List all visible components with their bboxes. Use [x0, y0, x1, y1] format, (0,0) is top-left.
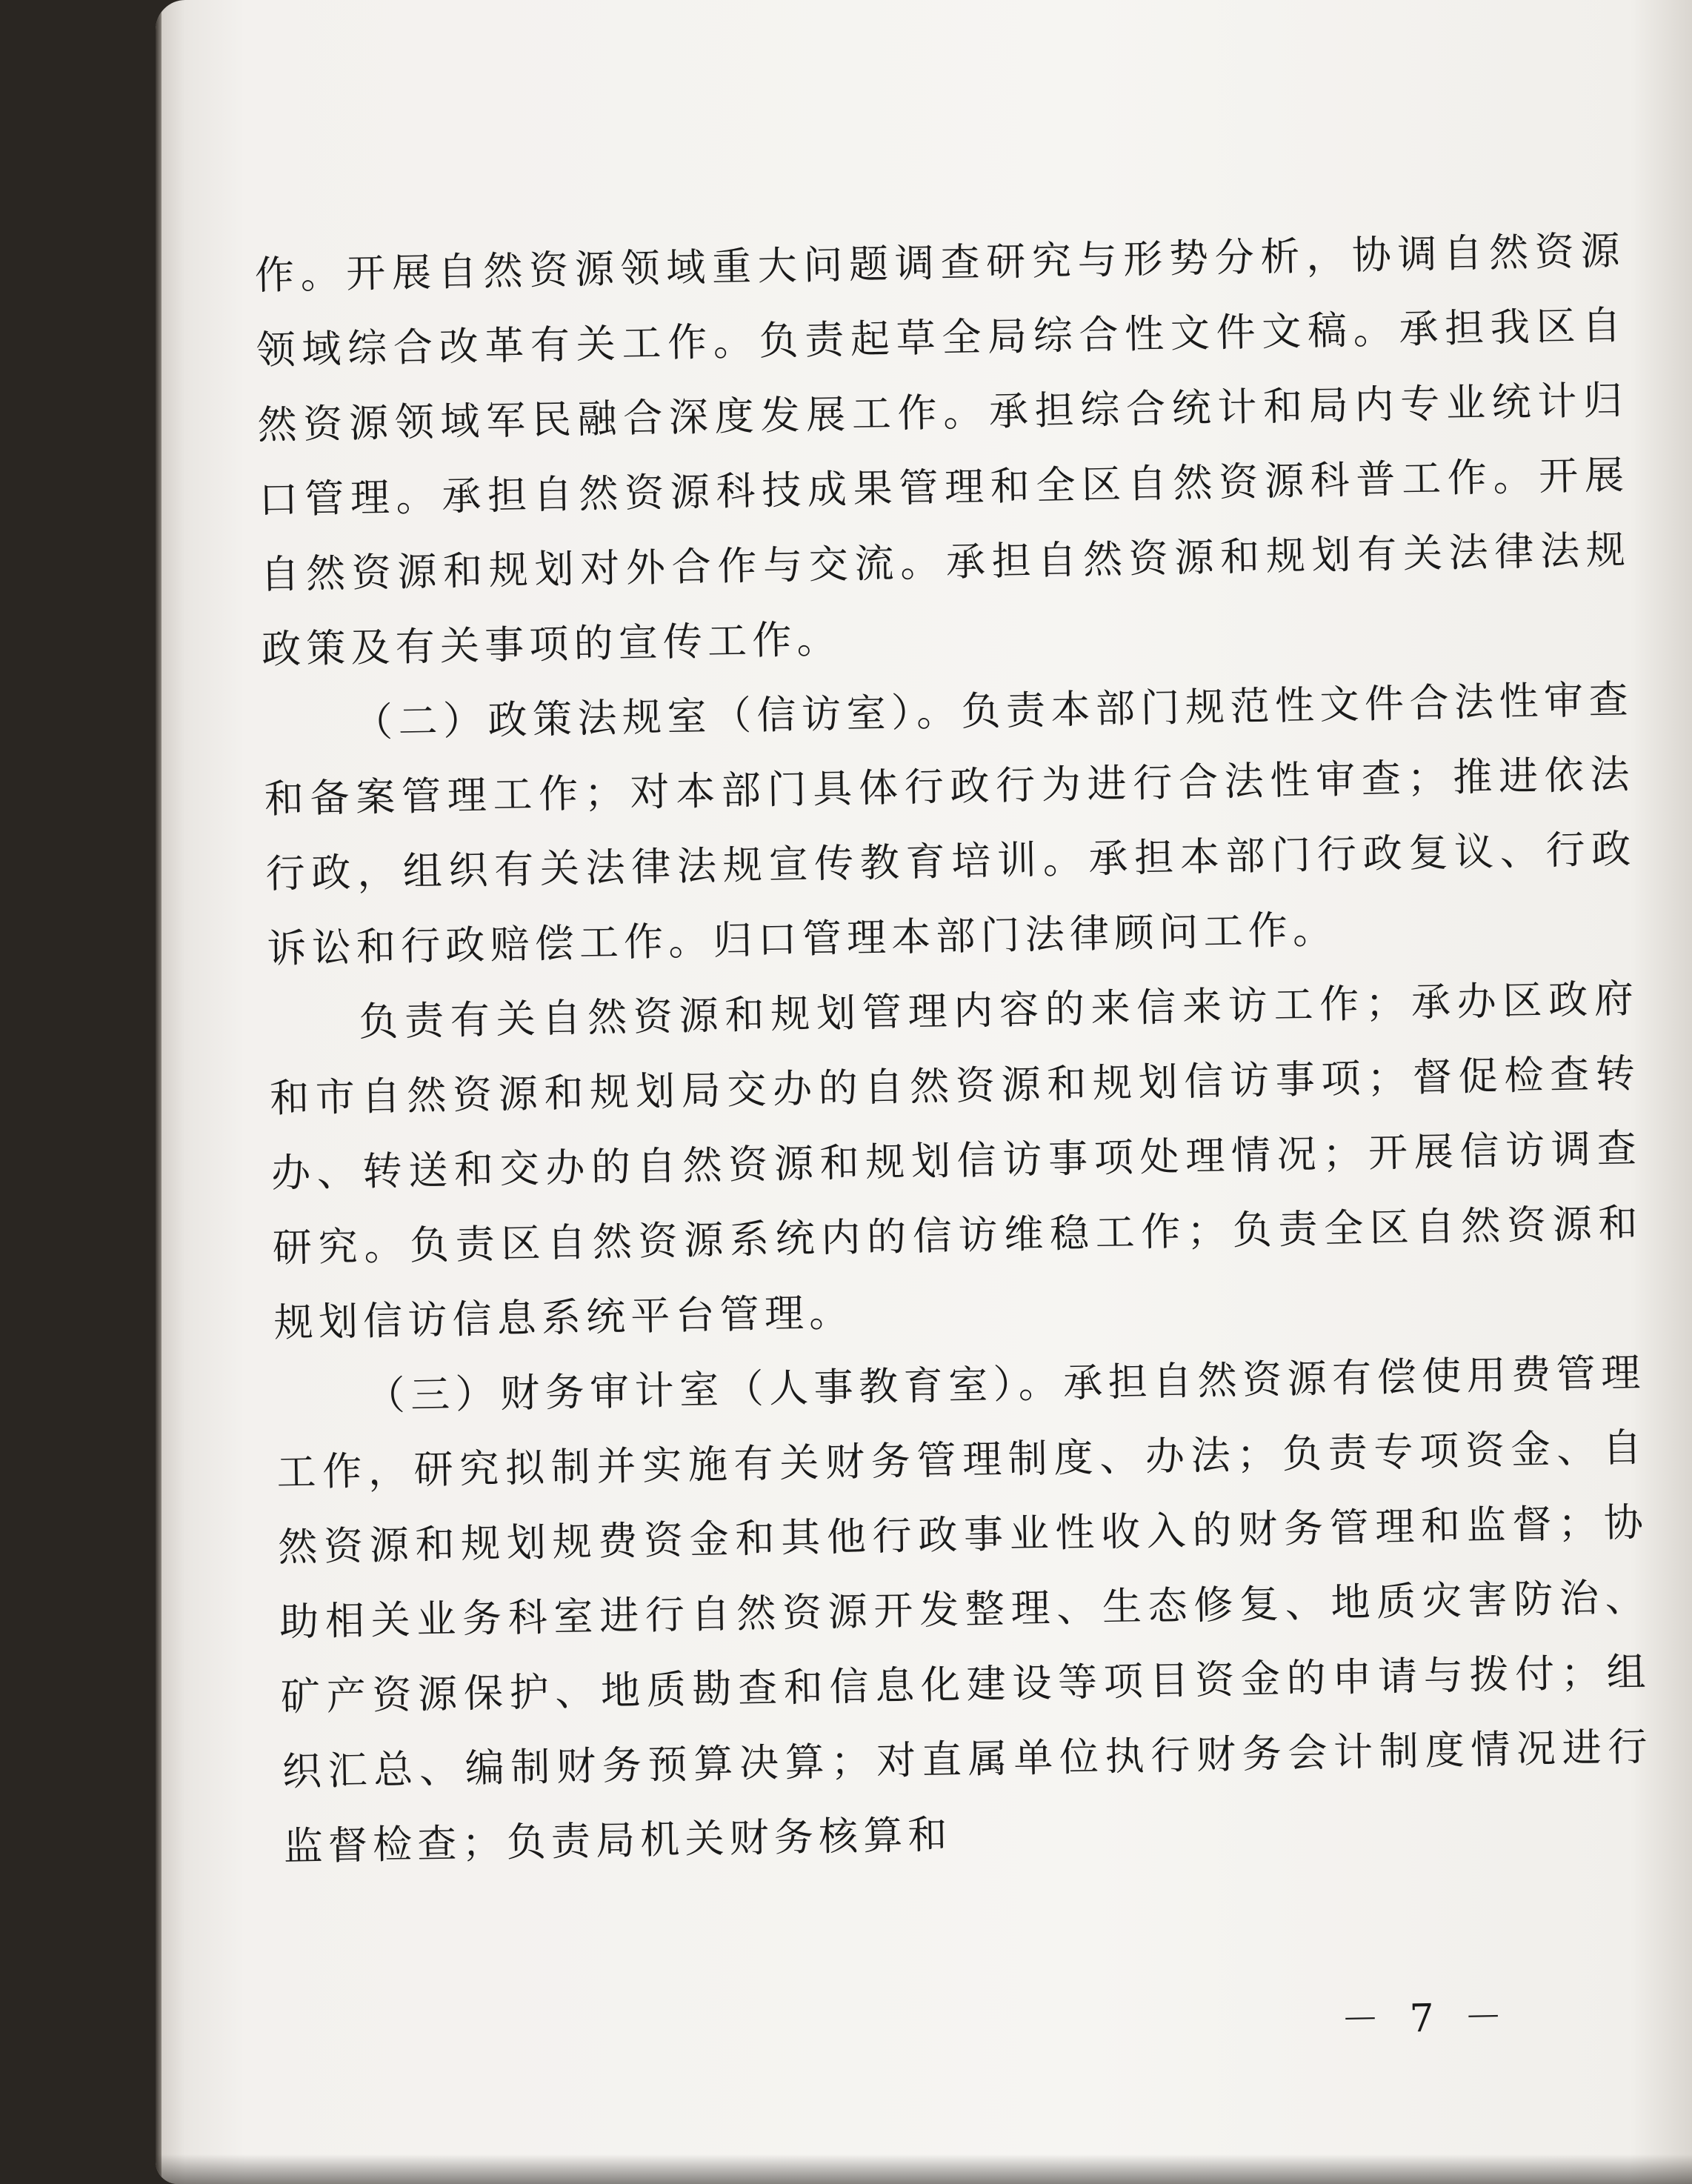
body-text	[254, 213, 1654, 1885]
scan-shadow	[156, 2154, 1692, 2184]
paragraph-2: （二）政策法规室（信访室）。负责本部门规范性文件合法性审查和备案管理工作；对本部门具体行政行为进行合法性审查；推进依法行政，组织有关法律法规宣传教育培训。承担本部门行政复议、行政诉讼和行政赔偿工作。归口管理本部门法律顾问工作。	[264, 676, 1636, 972]
document-page	[156, 0, 1692, 2184]
paragraph-4: （三）财务审计室（人事教育室）。承担自然资源有偿使用费管理工作，研究拟制并实施有关财务管理制度、办法；负责专项资金、自然资源和规划规费资金和其他行政事业性收入的财务管理和监督；协助相关业务科室进行自然资源开发整理、生态修复、地质灾害防治、矿产资源保护、地质勘查和信息化建设等项目资金的申请与拨付；组织汇总、编制财务预算决算；对直属单位执行财务会计制度情况进行监督检查；负责局机关财务核算和	[276, 1350, 1653, 1870]
paragraph-1: 作。开展自然资源领域重大问题调查研究与形势分析，协调自然资源领域综合改革有关工作。负责起草全局综合性文件文稿。承担我区自然资源领域军民融合深度发展工作。承担综合统计和局内专业统计归口管理。承担自然资源科技成果管理和全区自然资源科普工作。开展自然资源和规划对外合作与交流。承担自然资源和规划有关法律法规政策及有关事项的宣传工作。	[254, 228, 1631, 673]
paragraph-3: 负责有关自然资源和规划管理内容的来信来访工作；承办区政府和市自然资源和规划局交办的自然资源和规划信访事项；督促检查转办、转送和交办的自然资源和规划信访事项处理情况；开展信访调查研究。负责区自然资源系统内的信访维稳工作；负责全区自然资源和规划信访信息系统平台管理。	[269, 976, 1644, 1346]
page-binding-edge	[156, 0, 161, 2184]
page-number: － 7 －	[1340, 1994, 1512, 2043]
